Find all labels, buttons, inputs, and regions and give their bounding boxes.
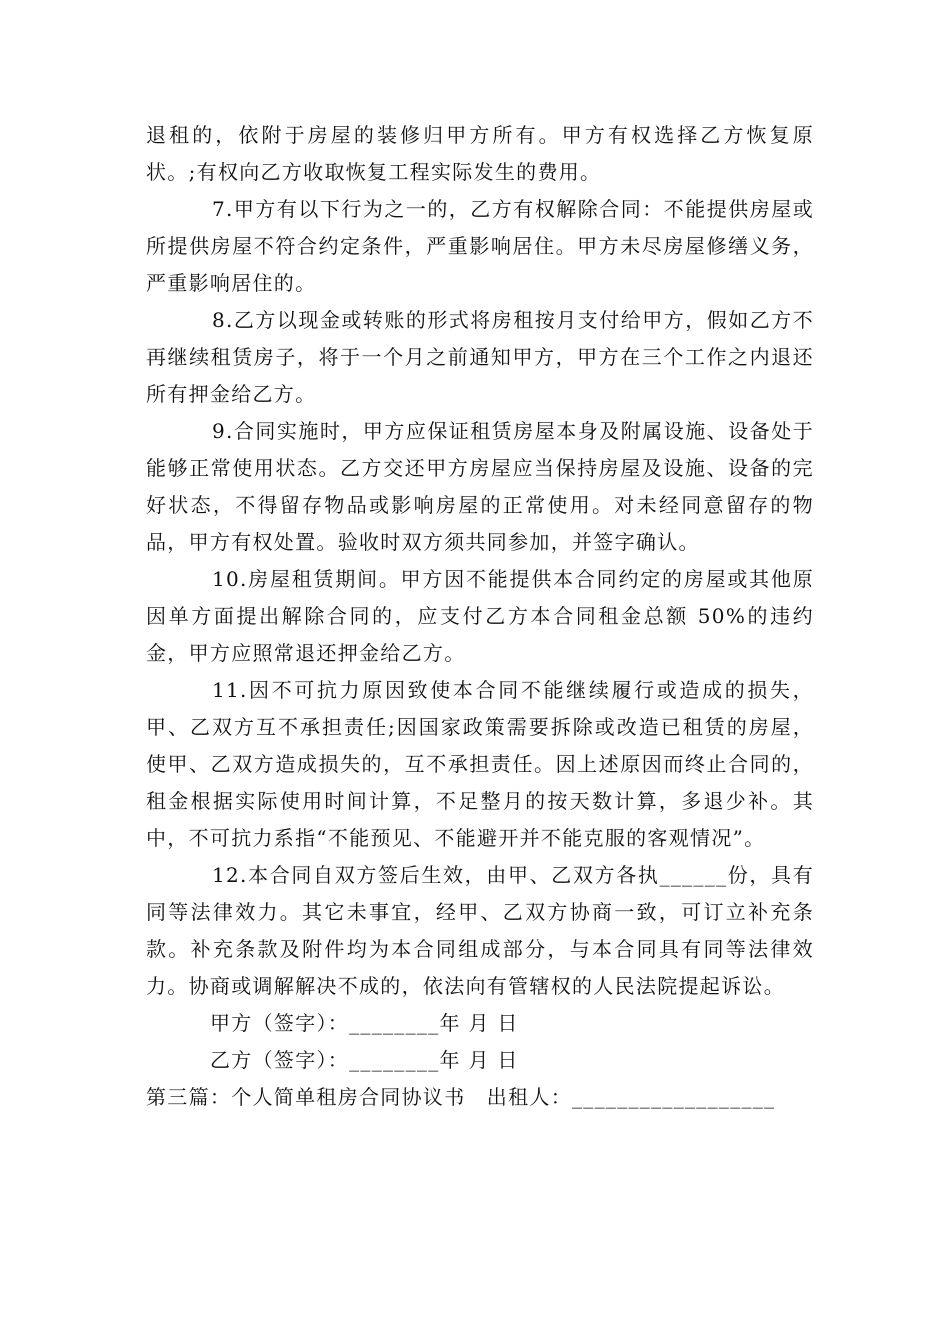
clause-10: 10.房屋租赁期间。甲方因不能提供本合同约定的房屋或其他原因单方面提出解除合同的，应支付乙方本合同租金总额 50%的违约金，甲方应照常退还押金给乙方。 <box>146 567 814 665</box>
next-section-heading: 第三篇：个人简单租房合同协议书 出租人：__________________ <box>146 1085 776 1109</box>
paragraph-continuation: 退租的，依附于房屋的装修归甲方所有。甲方有权选择乙方恢复原状。;有权向乙方收取恢复工程实际发生的费用。 <box>146 123 814 184</box>
clause-9: 9.合同实施时，甲方应保证租赁房屋本身及附属设施、设备处于能够正常使用状态。乙方交还甲方房屋应当保持房屋及设施、设备的完好状态，不得留存物品或影响房屋的正常使用。对未经同意留存的物品，甲方有权处置。验收时双方须共同参加，并签字确认。 <box>146 419 814 554</box>
document-body <box>146 117 814 1116</box>
party-b-signature-line: 乙方（签字）：________年 月 日 <box>210 1048 519 1072</box>
clause-7: 7.甲方有以下行为之一的，乙方有权解除合同：不能提供房屋或所提供房屋不符合约定条件，严重影响居住。甲方未尽房屋修缮义务，严重影响居住的。 <box>146 197 814 295</box>
party-a-signature-line: 甲方（签字）：________年 月 日 <box>210 1011 519 1035</box>
clause-11: 11.因不可抗力原因致使本合同不能继续履行或造成的损失，甲、乙双方互不承担责任;因国家政策需要拆除或改造已租赁的房屋，使甲、乙双方造成损失的，互不承担责任。因上述原因而终止合同的，租金根据实际使用时间计算，不足整月的按天数计算，多退少补。其中，不可抗力系指“不能预见、不能避开并不能克服的客观情况”。 <box>146 678 814 850</box>
clause-8: 8.乙方以现金或转账的形式将房租按月支付给甲方，假如乙方不再继续租赁房子，将于一个月之前通知甲方，甲方在三个工作之内退还所有押金给乙方。 <box>146 308 814 406</box>
clause-12: 12.本合同自双方签后生效，由甲、乙双方各执______份，具有同等法律效力。其它未事宜，经甲、乙双方协商一致，可订立补充条款。补充条款及附件均为本合同组成部分，与本合同具有同等法律效力。协商或调解解决不成的，依法向有管辖权的人民法院提起诉讼。 <box>146 863 814 998</box>
